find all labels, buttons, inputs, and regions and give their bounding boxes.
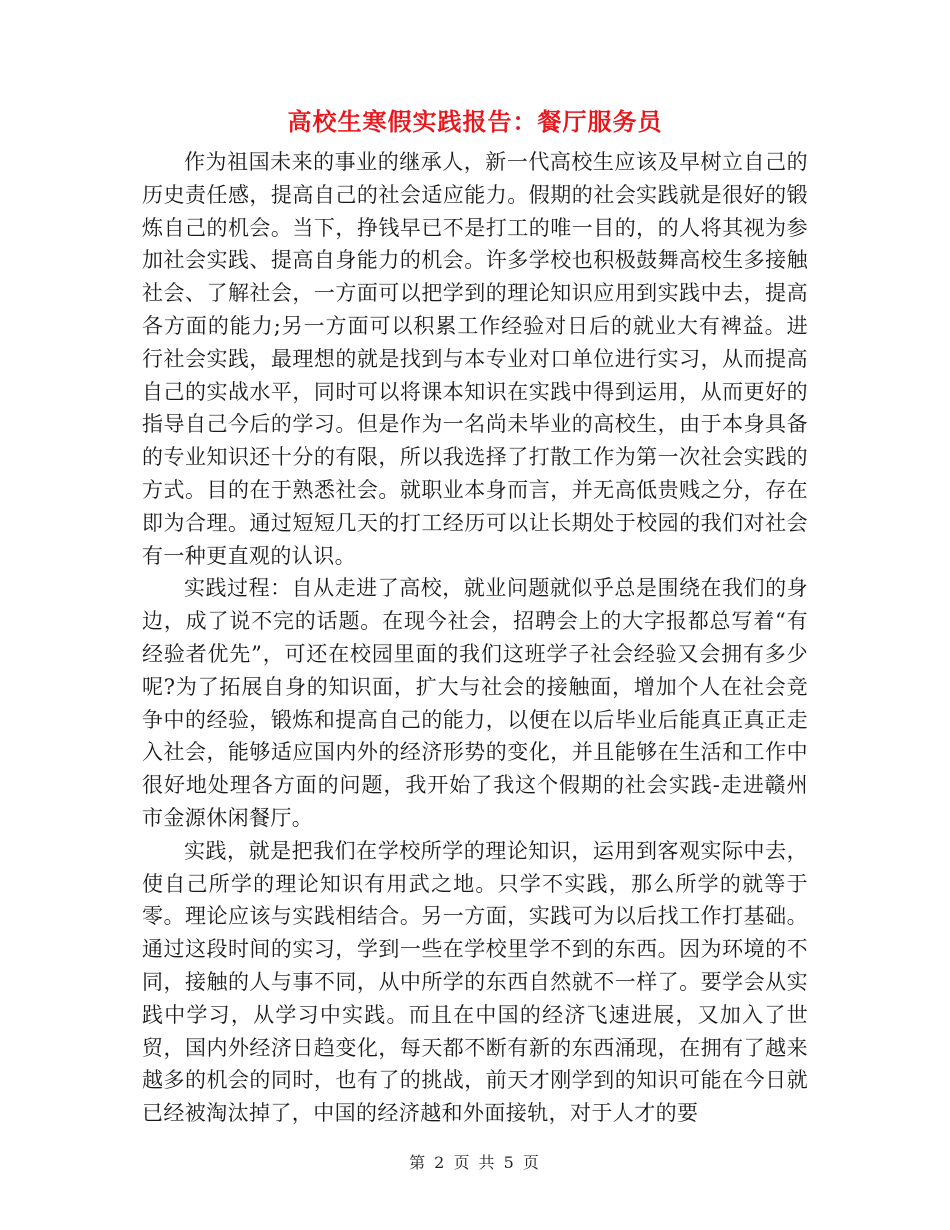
paragraph-practice: 实践，就是把我们在学校所学的理论知识，运用到客观实际中去，使自己所学的理论知识有用武之地。只学不实践，那么所学的就等于零。理论应该与实践相结合。另一方面，实践可为以后找工作打基础。通过这段时间的实习，学到一些在学校里学不到的东西。因为环境的不同，接触的人与事不同，从中所学的东西自然就不一样了。要学会从实践中学习，从学习中实践。而且在中国的经济飞速进展，又加入了世贸，国内外经济日趋变化，每天都不断有新的东西涌现，在拥有了越来越多的机会的同时，也有了的挑战，前天才刚学到的知识可能在今日就已经被淘汰掉了，中国的经济越和外面接轨，对于人才的要 [142, 838, 808, 1126]
page-number-footer: 第 2 页 共 5 页 [409, 1153, 541, 1172]
document-body [142, 146, 808, 1130]
page-title: 高校生寒假实践报告：餐厅服务员 [287, 107, 663, 136]
paragraph-process: 实践过程：自从走进了高校，就业问题就似乎总是围绕在我们的身边，成了说不完的话题。在现今社会，招聘会上的大字报都总写着“有经验者优先”，可还在校园里面的我们这班学子社会经验又会拥有多少呢?为了拓展自身的知识面，扩大与社会的接触面，增加个人在社会竞争中的经验，锻炼和提高自己的能力，以便在以后毕业后能真正真正走入社会，能够适应国内外的经济形势的变化，并且能够在生活和工作中很好地处理各方面的问题，我开始了我这个假期的社会实践-走进赣州市金源休闲餐厅。 [142, 576, 808, 830]
paragraph-intro: 作为祖国未来的事业的继承人，新一代高校生应该及早树立自己的历史责任感，提高自己的社会适应能力。假期的社会实践就是很好的锻炼自己的机会。当下，挣钱早已不是打工的唯一目的，的人将其视为参加社会实践、提高自身能力的机会。许多学校也积极鼓舞高校生多接触社会、了解社会，一方面可以把学到的理论知识应用到实践中去，提高各方面的能力;另一方面可以积累工作经验对日后的就业大有裨益。进行社会实践，最理想的就是找到与本专业对口单位进行实习，从而提高自己的实战水平，同时可以将课本知识在实践中得到运用，从而更好的指导自己今后的学习。但是作为一名尚未毕业的高校生，由于本身具备的专业知识还十分的有限，所以我选择了打散工作为第一次社会实践的方式。目的在于熟悉社会。就职业本身而言，并无高低贵贱之分，存在即为合理。通过短短几天的打工经历可以让长期处于校园的我们对社会有一种更直观的认识。 [142, 150, 808, 568]
